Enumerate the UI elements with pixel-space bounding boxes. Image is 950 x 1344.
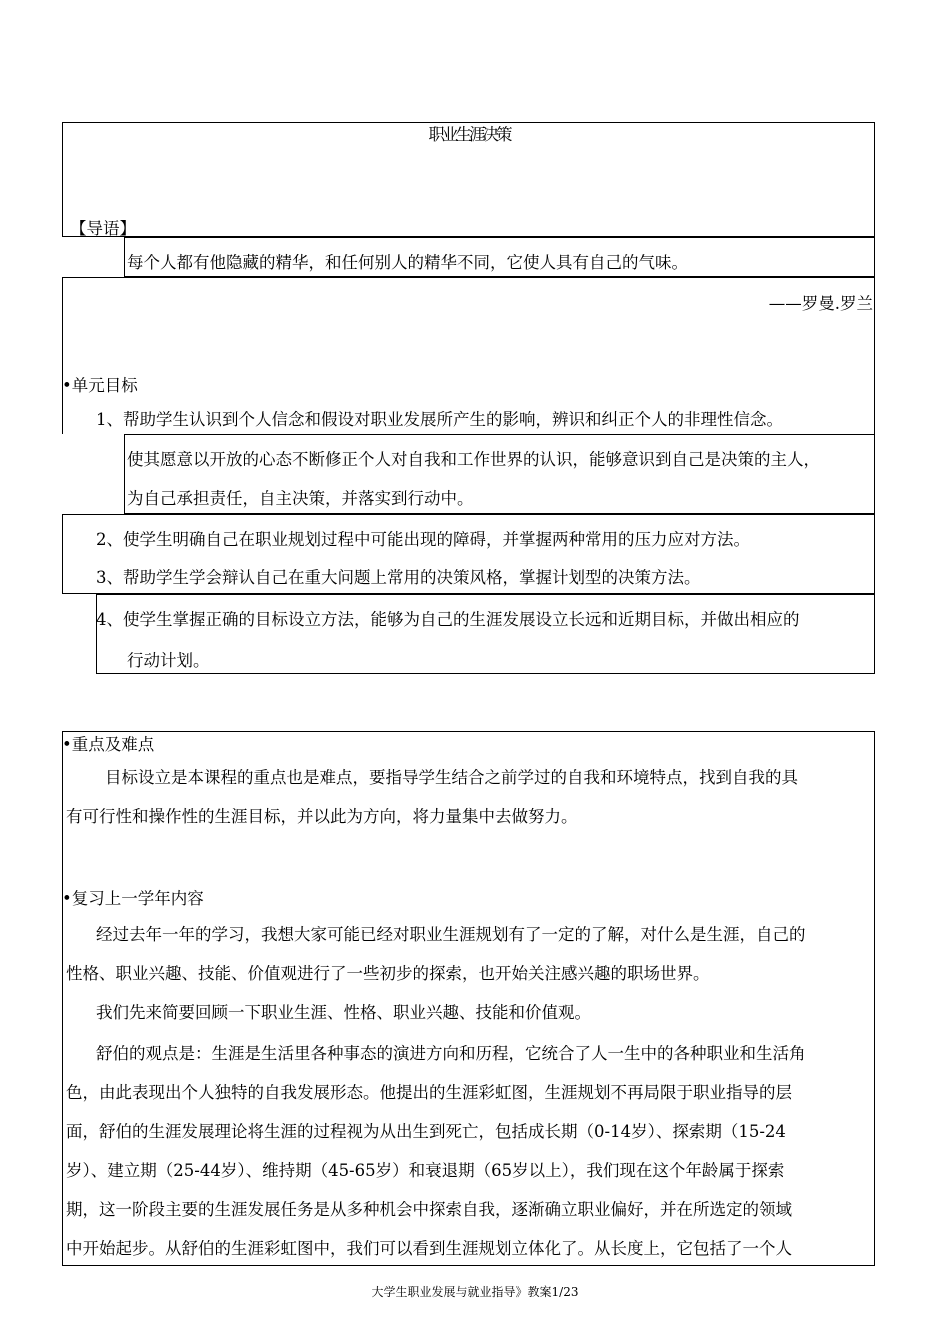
objectives-heading-text: 单元目标 bbox=[71, 376, 138, 395]
key-points-heading-text: 重点及难点 bbox=[71, 735, 155, 754]
review-p3-line-5: 期，这一阶段主要的生涯发展任务是从多种机会中探索自我，逐渐确立职业偏好，并在所选定的领域 bbox=[66, 1200, 792, 1219]
page-title: 职业生涯决策 bbox=[428, 125, 510, 144]
review-p3-line-2: 色，由此表现出个人独特的自我发展形态。他提出的生涯彩虹图，生涯规划不再局限于职业指导的层 bbox=[66, 1083, 792, 1102]
intro-quote: 每个人都有他隐藏的精华，和任何别人的精华不同，它使人具有自己的气味。 bbox=[127, 253, 688, 272]
objective-1: 1、帮助学生认识到个人信念和假设对职业发展所产生的影响，辨识和纠正个人的非理性信念。 bbox=[96, 410, 783, 429]
quote-author: ——罗曼.罗兰 bbox=[768, 294, 873, 313]
review-heading-text: 复习上一学年内容 bbox=[71, 889, 204, 908]
review-p2: 我们先来简要回顾一下职业生涯、性格、职业兴趣、技能和价值观。 bbox=[96, 1003, 591, 1022]
objective-1-cont-b: 为自己承担责任，自主决策，并落实到行动中。 bbox=[127, 489, 474, 508]
objective-2: 2、使学生明确自己在职业规划过程中可能出现的障碍，并掌握两种常用的压力应对方法。 bbox=[96, 530, 750, 549]
objective-4-box bbox=[96, 594, 875, 674]
rule-author-top bbox=[62, 277, 875, 278]
review-p3-line-3: 面，舒伯的生涯发展理论将生涯的过程视为从出生到死亡，包括成长期（0-14岁）、探索期（15-24 bbox=[66, 1122, 786, 1141]
page-footer: 大学生职业发展与就业指导》教案1/23 bbox=[371, 1285, 579, 1299]
review-p1-line-2: 性格、职业兴趣、技能、价值观进行了一些初步的探索，也开始关注感兴趣的职场世界。 bbox=[66, 964, 710, 983]
review-p3-line-6: 中开始起步。从舒伯的生涯彩虹图中，我们可以看到生涯规划立体化了。从长度上，它包括了一个人 bbox=[66, 1239, 792, 1258]
key-points-line-1: 目标设立是本课程的重点也是难点，要指导学生结合之前学过的自我和环境特点，找到自我的具 bbox=[105, 768, 798, 787]
review-p3-line-1: 舒伯的观点是：生涯是生活里各种事态的演进方向和历程，它统合了人一生中的各种职业和生活角 bbox=[96, 1044, 806, 1063]
intro-heading: 【导语】 bbox=[70, 219, 136, 238]
objective-3: 3、帮助学生学会辩认自己在重大问题上常用的决策风格，掌握计划型的决策方法。 bbox=[96, 568, 701, 587]
review-p1-line-1: 经过去年一年的学习，我想大家可能已经对职业生涯规划有了一定的了解，对什么是生涯，自己的 bbox=[96, 925, 806, 944]
left-rule-1 bbox=[62, 277, 63, 434]
review-p3-line-4: 岁）、建立期（25-44岁）、维持期（45-65岁）和衰退期（65岁以上），我们现在这个年龄属于探索 bbox=[66, 1161, 785, 1180]
right-rule-1 bbox=[874, 277, 875, 434]
objectives-heading bbox=[62, 375, 138, 397]
review-heading bbox=[62, 888, 204, 910]
key-points-line-2: 有可行性和操作性的生涯目标，并以此为方向，将力量集中去做努力。 bbox=[66, 807, 578, 826]
objective-4-a: 4、使学生掌握正确的目标设立方法，能够为自己的生涯发展设立长远和近期目标，并做出相应的 bbox=[96, 610, 800, 629]
key-points-heading bbox=[62, 734, 154, 756]
objective-4-b: 行动计划。 bbox=[127, 651, 210, 670]
objective-1-cont-a: 使其愿意以开放的心态不断修正个人对自我和工作世界的认识，能够意识到自己是决策的主人， bbox=[127, 450, 820, 469]
